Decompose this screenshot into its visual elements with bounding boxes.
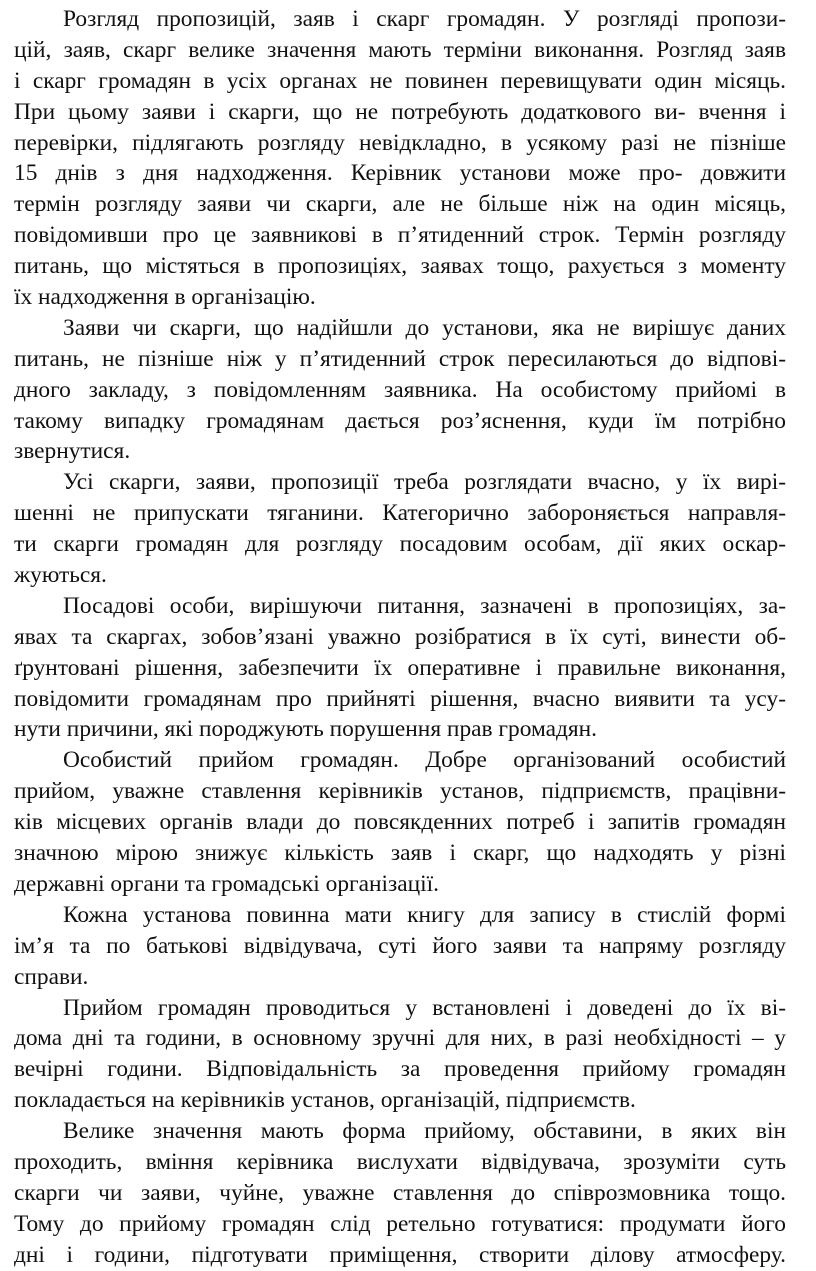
text-line: термін розгляду заяви чи скарги, але не більше ніж на один місяць, bbox=[14, 191, 786, 218]
text-line: повідомити громадянам про прийняті рішення, вчасно виявити та усу- bbox=[14, 685, 786, 712]
text-line: явах та скаргах, зобов’язані уважно розібратися в їх суті, винести об- bbox=[14, 623, 786, 650]
text-line: Прийом громадян проводиться у встановлені і доведені до їх ві- bbox=[63, 994, 786, 1021]
text-line: покладається на керівників установ, організацій, підприємств. bbox=[14, 1087, 636, 1114]
text-line: цій, заяв, скарг велике значення мають терміни виконання. Розгляд заяв bbox=[14, 36, 786, 63]
paragraph-review-deadlines bbox=[14, 4, 786, 313]
text-line: Велике значення мають форма прийому, обставини, в яких він bbox=[63, 1118, 786, 1145]
paragraph-officials-duties bbox=[14, 591, 786, 745]
text-line: ім’я та по батькові відвідувача, суті його заяви та напряму розгляду bbox=[14, 932, 786, 959]
paragraph-reception-preparation bbox=[14, 1116, 786, 1270]
text-line: Особистий прийом громадян. Добре організований особистий bbox=[63, 747, 786, 774]
text-line: значною мірою знижує кількість заяв і скарг, що надходять у різні bbox=[14, 840, 786, 867]
text-line: ґрунтовані рішення, забезпечити їх оперативне і правильне виконання, bbox=[14, 654, 786, 681]
text-line: дного закладу, з повідомленням заявника. На особистому прийомі в bbox=[14, 376, 786, 403]
paragraph-timely-review bbox=[14, 467, 786, 591]
text-line: їх надходження в організацію. bbox=[14, 284, 316, 311]
text-line: питань, не пізніше ніж у п’ятиденний строк пересилаються до відпові- bbox=[14, 345, 786, 372]
text-line: дні і години, підготувати приміщення, створити ділову атмосферу. bbox=[14, 1241, 786, 1268]
text-line: Розгляд пропозицій, заяв і скарг громадян. У розгляді пропози- bbox=[63, 6, 786, 32]
text-line: такому випадку громадянам дається роз’яснення, куди їм потрібно bbox=[14, 407, 786, 434]
text-line: вечірні години. Відповідальність за проведення прийому громадян bbox=[14, 1056, 786, 1083]
text-line: нути причини, які породжують порушення прав громадян. bbox=[14, 716, 598, 743]
paragraph-visitor-book bbox=[14, 900, 786, 993]
paragraph-personal-reception bbox=[14, 745, 786, 899]
text-line: дома дні та години, в основному зручні для них, в разі необхідності – у bbox=[14, 1025, 786, 1052]
text-line: 15 днів з дня надходження. Керівник установи може про- довжити bbox=[14, 160, 786, 187]
text-line: жуються. bbox=[14, 562, 107, 589]
paragraph-reception-schedule bbox=[14, 993, 786, 1117]
text-line: справи. bbox=[14, 963, 89, 990]
document-page bbox=[14, 4, 786, 1271]
text-line: державні органи та громадські організації. bbox=[14, 870, 440, 897]
text-line: Посадові особи, вирішуючи питання, зазначені в пропозиціях, за- bbox=[63, 592, 786, 619]
text-line: проходить, вміння керівника вислухати відвідувача, зрозуміти суть bbox=[14, 1148, 786, 1175]
text-line: скарги чи заяви, чуйне, уважне ставлення до співрозмовника тощо. bbox=[14, 1179, 786, 1206]
text-line: повідомивши про це заявникові в п’ятиденний строк. Термін розгляду bbox=[14, 222, 786, 249]
text-line: ти скарги громадян для розгляду посадовим особам, дії яких оскар- bbox=[14, 531, 786, 558]
text-line: звернутися. bbox=[14, 438, 131, 465]
text-line: Заяви чи скарги, що надійшли до установи, яка не вирішує даних bbox=[63, 314, 786, 341]
text-line: Кожна установа повинна мати книгу для запису в стислій формі bbox=[63, 901, 786, 928]
text-line: прийом, уважне ставлення керівників установ, підприємств, працівни- bbox=[14, 778, 786, 805]
text-line: Тому до прийому громадян слід ретельно готуватися: продумати його bbox=[14, 1210, 786, 1237]
text-line: ків місцевих органів влади до повсякденних потреб і запитів громадян bbox=[14, 809, 786, 836]
text-line: Усі скарги, заяви, пропозиції треба розглядати вчасно, у їх вирі- bbox=[63, 469, 786, 496]
text-line: і скарг громадян в усіх органах не повинен перевищувати один місяць. bbox=[14, 67, 786, 94]
text-line: шенні не припускати тяганини. Категорично забороняється направля- bbox=[14, 500, 786, 527]
text-line: перевірки, підлягають розгляду невідкладно, в усякому разі не пізніше bbox=[14, 129, 786, 156]
text-line: При цьому заяви і скарги, що не потребують додаткового ви- вчення і bbox=[14, 98, 786, 125]
text-line: питань, що містяться в пропозиціях, заявах тощо, рахується з моменту bbox=[14, 253, 786, 280]
paragraph-forwarding bbox=[14, 313, 786, 467]
